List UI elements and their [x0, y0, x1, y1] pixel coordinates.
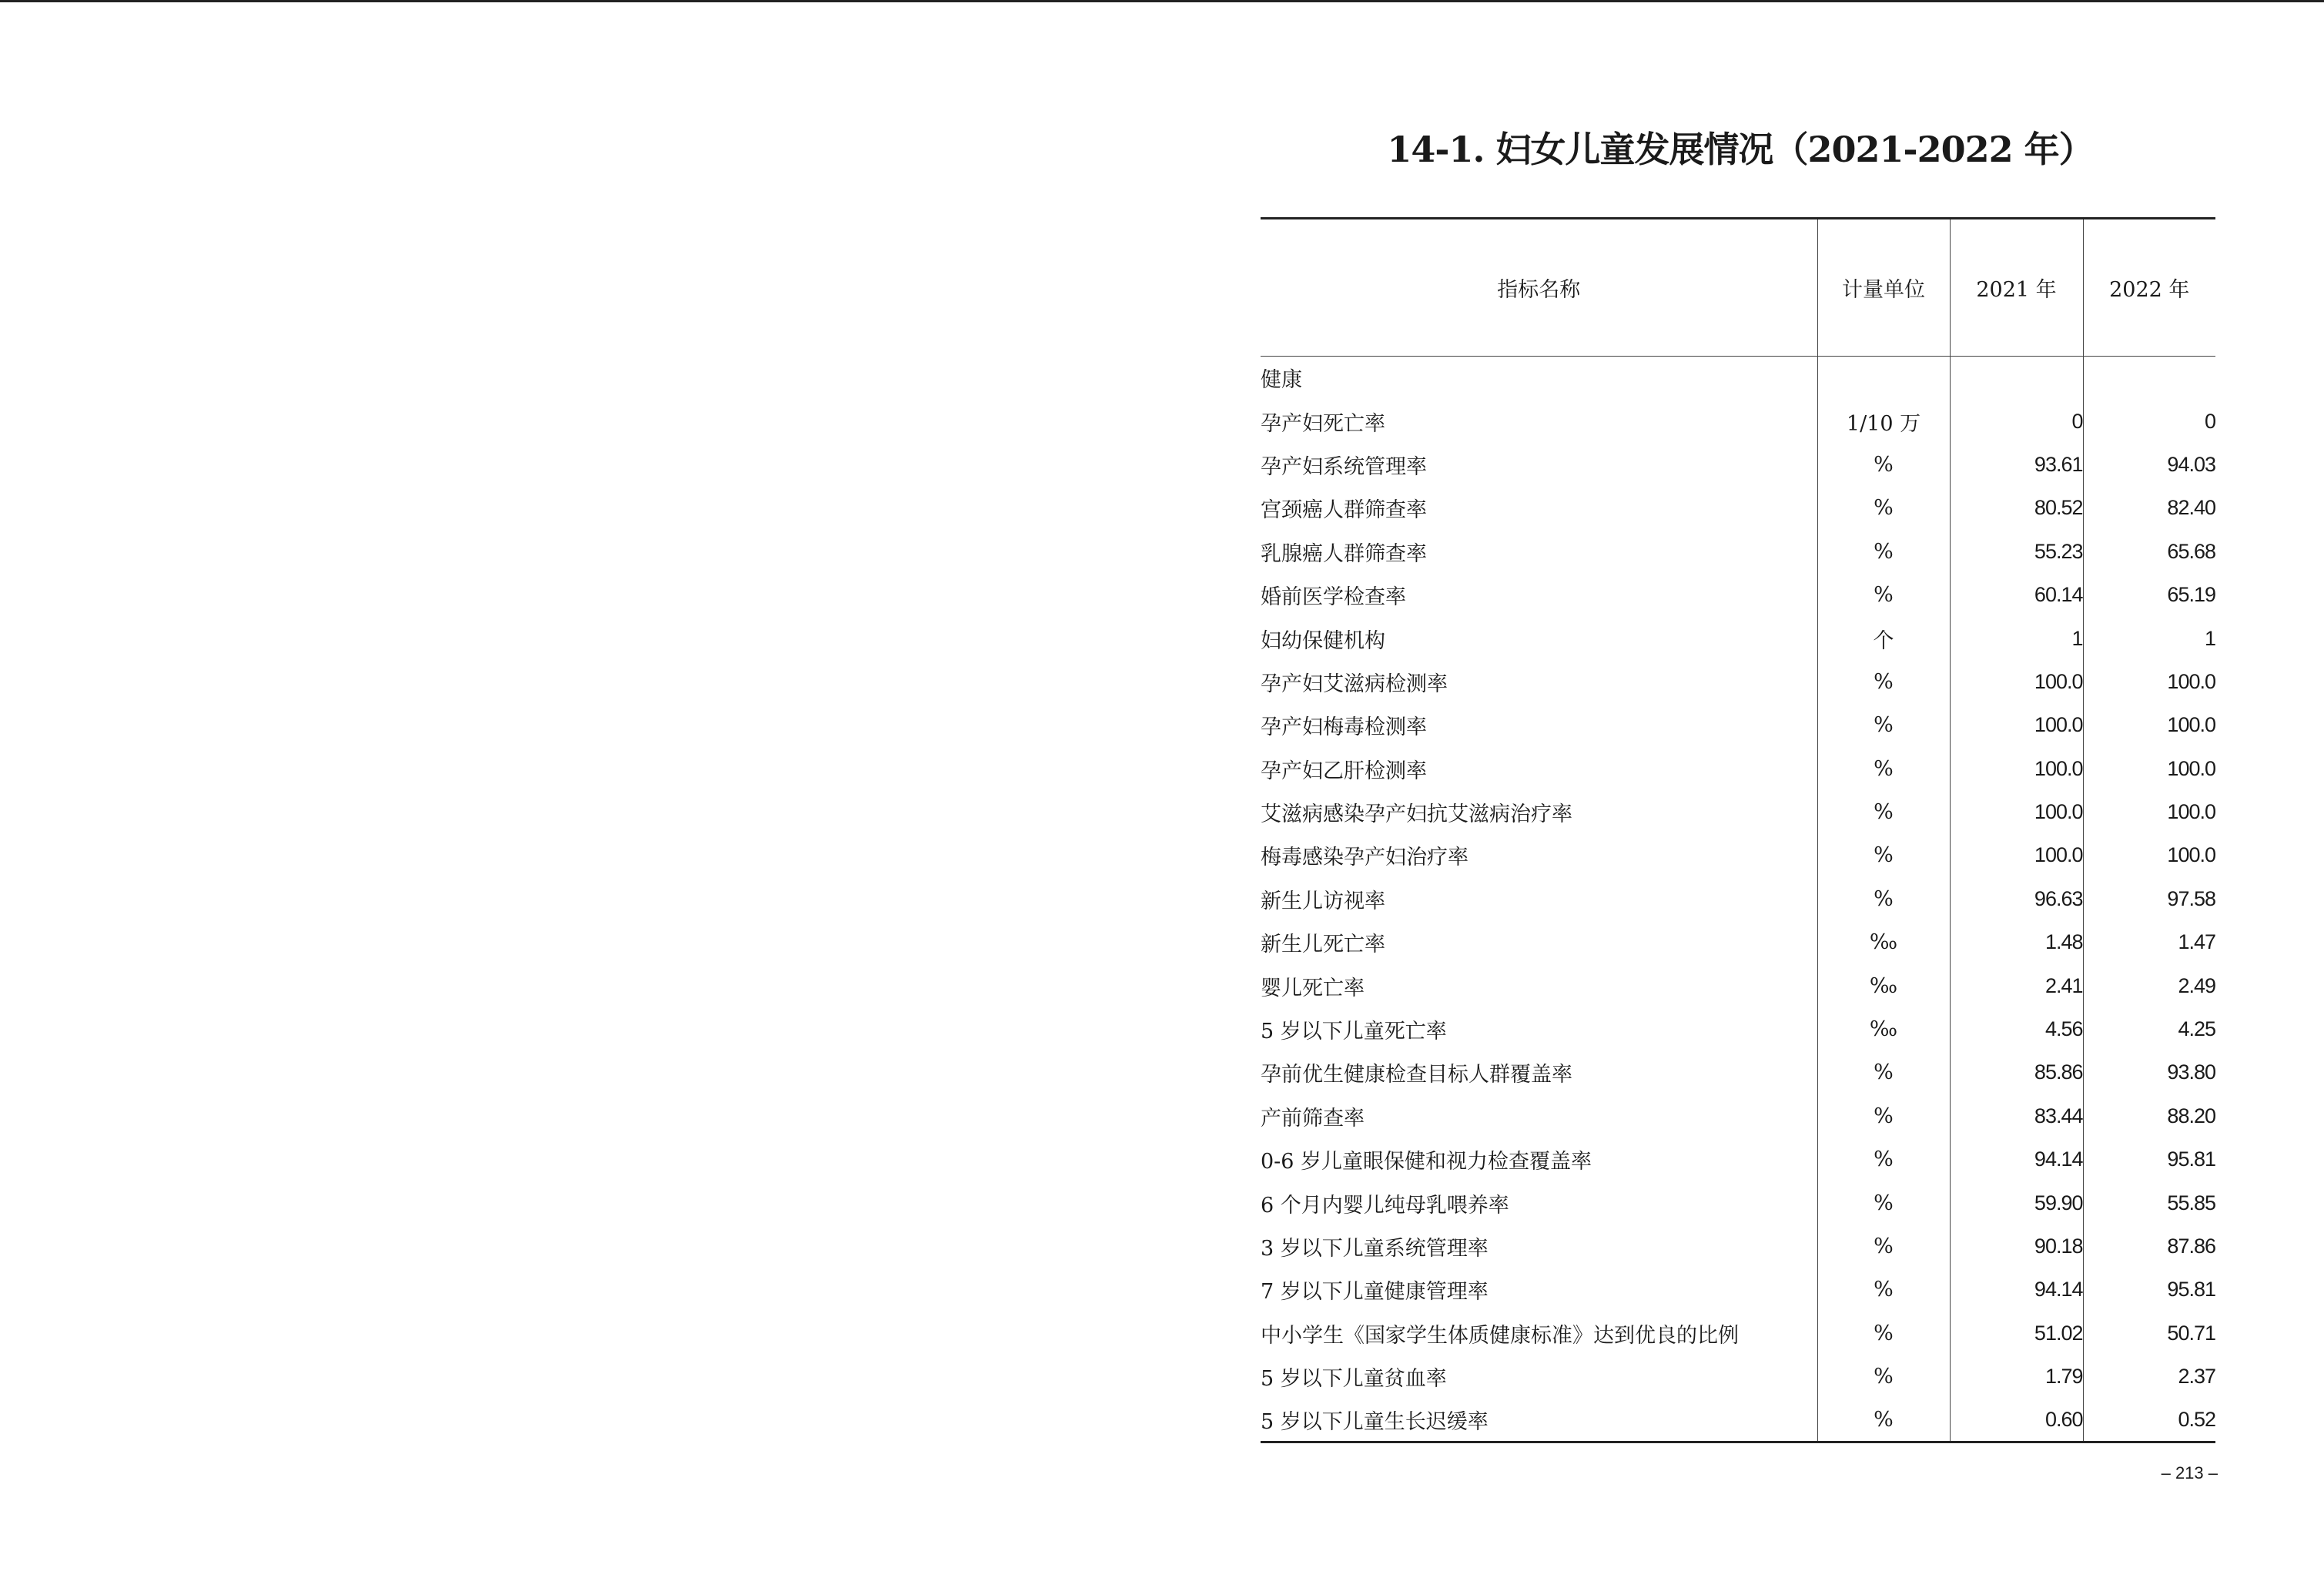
unit-cell: % [1817, 877, 1950, 920]
unit-cell: % [1817, 1051, 1950, 1094]
value-2021-cell: 80.52 [1950, 487, 2083, 530]
unit-cell: % [1817, 660, 1950, 703]
table-row [1261, 790, 2215, 833]
unit-cell: % [1817, 1399, 1950, 1442]
value-2021-cell: 51.02 [1950, 1312, 2083, 1355]
value-2022-cell: 2.37 [2083, 1355, 2215, 1398]
value-2021-cell: 96.63 [1950, 877, 2083, 920]
value-2022-cell: 0.52 [2083, 1399, 2215, 1442]
unit-cell: % [1817, 573, 1950, 616]
value-2022-cell: 65.19 [2083, 573, 2215, 616]
value-2021-cell: 85.86 [1950, 1051, 2083, 1094]
indicator-name-cell: 孕前优生健康检查目标人群覆盖率 [1261, 1063, 1572, 1087]
table-row [1261, 1312, 2215, 1355]
unit-cell: % [1817, 747, 1950, 790]
indicator-name-cell: 6 个月内婴儿纯母乳喂养率 [1261, 1193, 1509, 1218]
indicator-name-cell: 孕产妇系统管理率 [1261, 454, 1427, 479]
value-2021-cell: 0.60 [1950, 1399, 2083, 1442]
unit-cell: ‰ [1817, 1007, 1950, 1050]
unit-cell: 1/10 万 [1817, 400, 1950, 443]
header-year-2022: 2022 年 [2083, 219, 2215, 357]
unit-cell: % [1817, 530, 1950, 573]
value-2022-cell: 93.80 [2083, 1051, 2215, 1094]
unit-cell: % [1817, 834, 1950, 877]
table-row [1261, 530, 2215, 573]
indicator-name-cell: 梅毒感染孕产妇治疗率 [1261, 846, 1468, 870]
indicator-name-cell: 7 岁以下儿童健康管理率 [1261, 1280, 1488, 1305]
value-2021-cell: 100.0 [1950, 834, 2083, 877]
value-2022-cell: 100.0 [2083, 660, 2215, 703]
unit-cell: % [1817, 1094, 1950, 1137]
table-row [1261, 400, 2215, 443]
value-2022-cell: 55.85 [2083, 1181, 2215, 1225]
value-2022-cell: 94.03 [2083, 443, 2215, 486]
value-2022-cell: 95.81 [2083, 1138, 2215, 1181]
indicator-name-cell: 5 岁以下儿童生长迟缓率 [1261, 1399, 1817, 1442]
table-row [1261, 487, 2215, 530]
value-2022-cell: 87.86 [2083, 1225, 2215, 1268]
table-row [1261, 617, 2215, 660]
unit-cell: % [1817, 704, 1950, 747]
value-2022-cell: 1.47 [2083, 921, 2215, 964]
table-row [1261, 1268, 2215, 1312]
unit-cell: ‰ [1817, 921, 1950, 964]
section-2022-cell [2083, 357, 2215, 400]
table-row [1261, 1007, 2215, 1050]
value-2021-cell: 60.14 [1950, 573, 2083, 616]
table-row [1261, 660, 2215, 703]
indicator-name-cell: 婚前医学检查率 [1261, 585, 1406, 610]
indicator-name-cell: 艾滋病感染孕产妇抗艾滋病治疗率 [1261, 802, 1572, 827]
table-row [1261, 1138, 2215, 1181]
value-2021-cell: 55.23 [1950, 530, 2083, 573]
value-2022-cell: 82.40 [2083, 487, 2215, 530]
header-indicator-name: 指标名称 [1261, 219, 1817, 357]
value-2021-cell: 100.0 [1950, 704, 2083, 747]
unit-cell: % [1817, 1181, 1950, 1225]
value-2021-cell: 4.56 [1950, 1007, 2083, 1050]
indicator-name-cell: 0-6 岁儿童眼保健和视力检查覆盖率 [1261, 1150, 1592, 1174]
page-number: – 213 – [2161, 1463, 2218, 1482]
value-2021-cell: 90.18 [1950, 1225, 2083, 1268]
value-2021-cell: 1.48 [1950, 921, 2083, 964]
value-2022-cell: 100.0 [2083, 704, 2215, 747]
value-2022-cell: 95.81 [2083, 1268, 2215, 1312]
value-2022-cell: 100.0 [2083, 747, 2215, 790]
table-row [1261, 877, 2215, 920]
table-row [1261, 704, 2215, 747]
unit-cell: % [1817, 1312, 1950, 1355]
indicator-name-cell: 新生儿访视率 [1261, 889, 1385, 913]
table-row [1261, 834, 2215, 877]
indicator-name-cell: 婴儿死亡率 [1261, 976, 1365, 1000]
section-2021-cell [1950, 357, 2083, 400]
indicator-name-cell: 3 岁以下儿童系统管理率 [1261, 1237, 1488, 1261]
section-unit-cell [1817, 357, 1950, 400]
value-2021-cell: 1.79 [1950, 1355, 2083, 1398]
page-top-border [0, 0, 2324, 2]
table-row [1261, 1181, 2215, 1225]
value-2021-cell: 93.61 [1950, 443, 2083, 486]
table-row [1261, 964, 2215, 1007]
indicator-name-cell: 5 岁以下儿童死亡率 [1261, 1020, 1447, 1044]
section-row [1261, 357, 2215, 400]
unit-cell: % [1817, 1225, 1950, 1268]
value-2022-cell: 88.20 [2083, 1094, 2215, 1137]
value-2022-cell: 2.49 [2083, 964, 2215, 1007]
header-year-2021: 2021 年 [1950, 219, 2083, 357]
indicator-name-cell: 中小学生《国家学生体质健康标准》达到优良的比例 [1261, 1323, 1739, 1348]
indicator-name-cell: 孕产妇梅毒检测率 [1261, 715, 1427, 740]
indicator-name-cell: 5 岁以下儿童贫血率 [1261, 1367, 1447, 1392]
value-2021-cell: 100.0 [1950, 660, 2083, 703]
indicator-name-cell: 孕产妇死亡率 [1261, 411, 1385, 436]
indicator-name-cell: 新生儿死亡率 [1261, 933, 1385, 957]
unit-cell: 个 [1817, 617, 1950, 660]
unit-cell: % [1817, 443, 1950, 486]
table-row [1261, 921, 2215, 964]
indicator-name-cell: 妇幼保健机构 [1261, 628, 1385, 653]
header-unit: 计量单位 [1817, 219, 1950, 357]
unit-cell: % [1817, 487, 1950, 530]
indicator-name-cell: 宫颈癌人群筛查率 [1261, 498, 1427, 523]
page-title: 14-1. 妇女儿童发展情况（2021-2022 年） [1387, 129, 2094, 170]
indicator-name-cell: 孕产妇艾滋病检测率 [1261, 672, 1448, 696]
value-2021-cell: 94.14 [1950, 1268, 2083, 1312]
value-2021-cell: 1 [1950, 617, 2083, 660]
table-row [1261, 1051, 2215, 1094]
table-body [1261, 357, 2215, 1442]
table-row [1261, 1225, 2215, 1268]
table-row [1261, 747, 2215, 790]
indicator-name-cell: 孕产妇乙肝检测率 [1261, 759, 1427, 783]
value-2021-cell: 2.41 [1950, 964, 2083, 1007]
value-2021-cell: 100.0 [1950, 747, 2083, 790]
value-2022-cell: 65.68 [2083, 530, 2215, 573]
table-row [1261, 573, 2215, 616]
section-label: 健康 [1261, 368, 1302, 393]
value-2022-cell: 1 [2083, 617, 2215, 660]
stats-table [1261, 217, 2215, 1443]
indicator-name-cell: 产前筛查率 [1261, 1106, 1365, 1131]
table-row [1261, 1094, 2215, 1137]
value-2022-cell: 100.0 [2083, 834, 2215, 877]
unit-cell: % [1817, 1268, 1950, 1312]
value-2022-cell: 100.0 [2083, 790, 2215, 833]
indicator-name-cell: 乳腺癌人群筛查率 [1261, 541, 1427, 566]
unit-cell: % [1817, 1355, 1950, 1398]
table-header [1261, 219, 2215, 357]
unit-cell: % [1817, 790, 1950, 833]
value-2021-cell: 83.44 [1950, 1094, 2083, 1137]
table-row [1261, 443, 2215, 486]
value-2021-cell: 94.14 [1950, 1138, 2083, 1181]
table-row [1261, 1355, 2215, 1398]
value-2022-cell: 4.25 [2083, 1007, 2215, 1050]
header-row [1261, 219, 2215, 357]
value-2021-cell: 100.0 [1950, 790, 2083, 833]
value-2022-cell: 50.71 [2083, 1312, 2215, 1355]
unit-cell: % [1817, 1138, 1950, 1181]
value-2021-cell: 0 [1950, 400, 2083, 443]
unit-cell: ‰ [1817, 964, 1950, 1007]
table-row [1261, 1399, 2215, 1442]
value-2022-cell: 0 [2083, 400, 2215, 443]
value-2021-cell: 59.90 [1950, 1181, 2083, 1225]
value-2022-cell: 97.58 [2083, 877, 2215, 920]
